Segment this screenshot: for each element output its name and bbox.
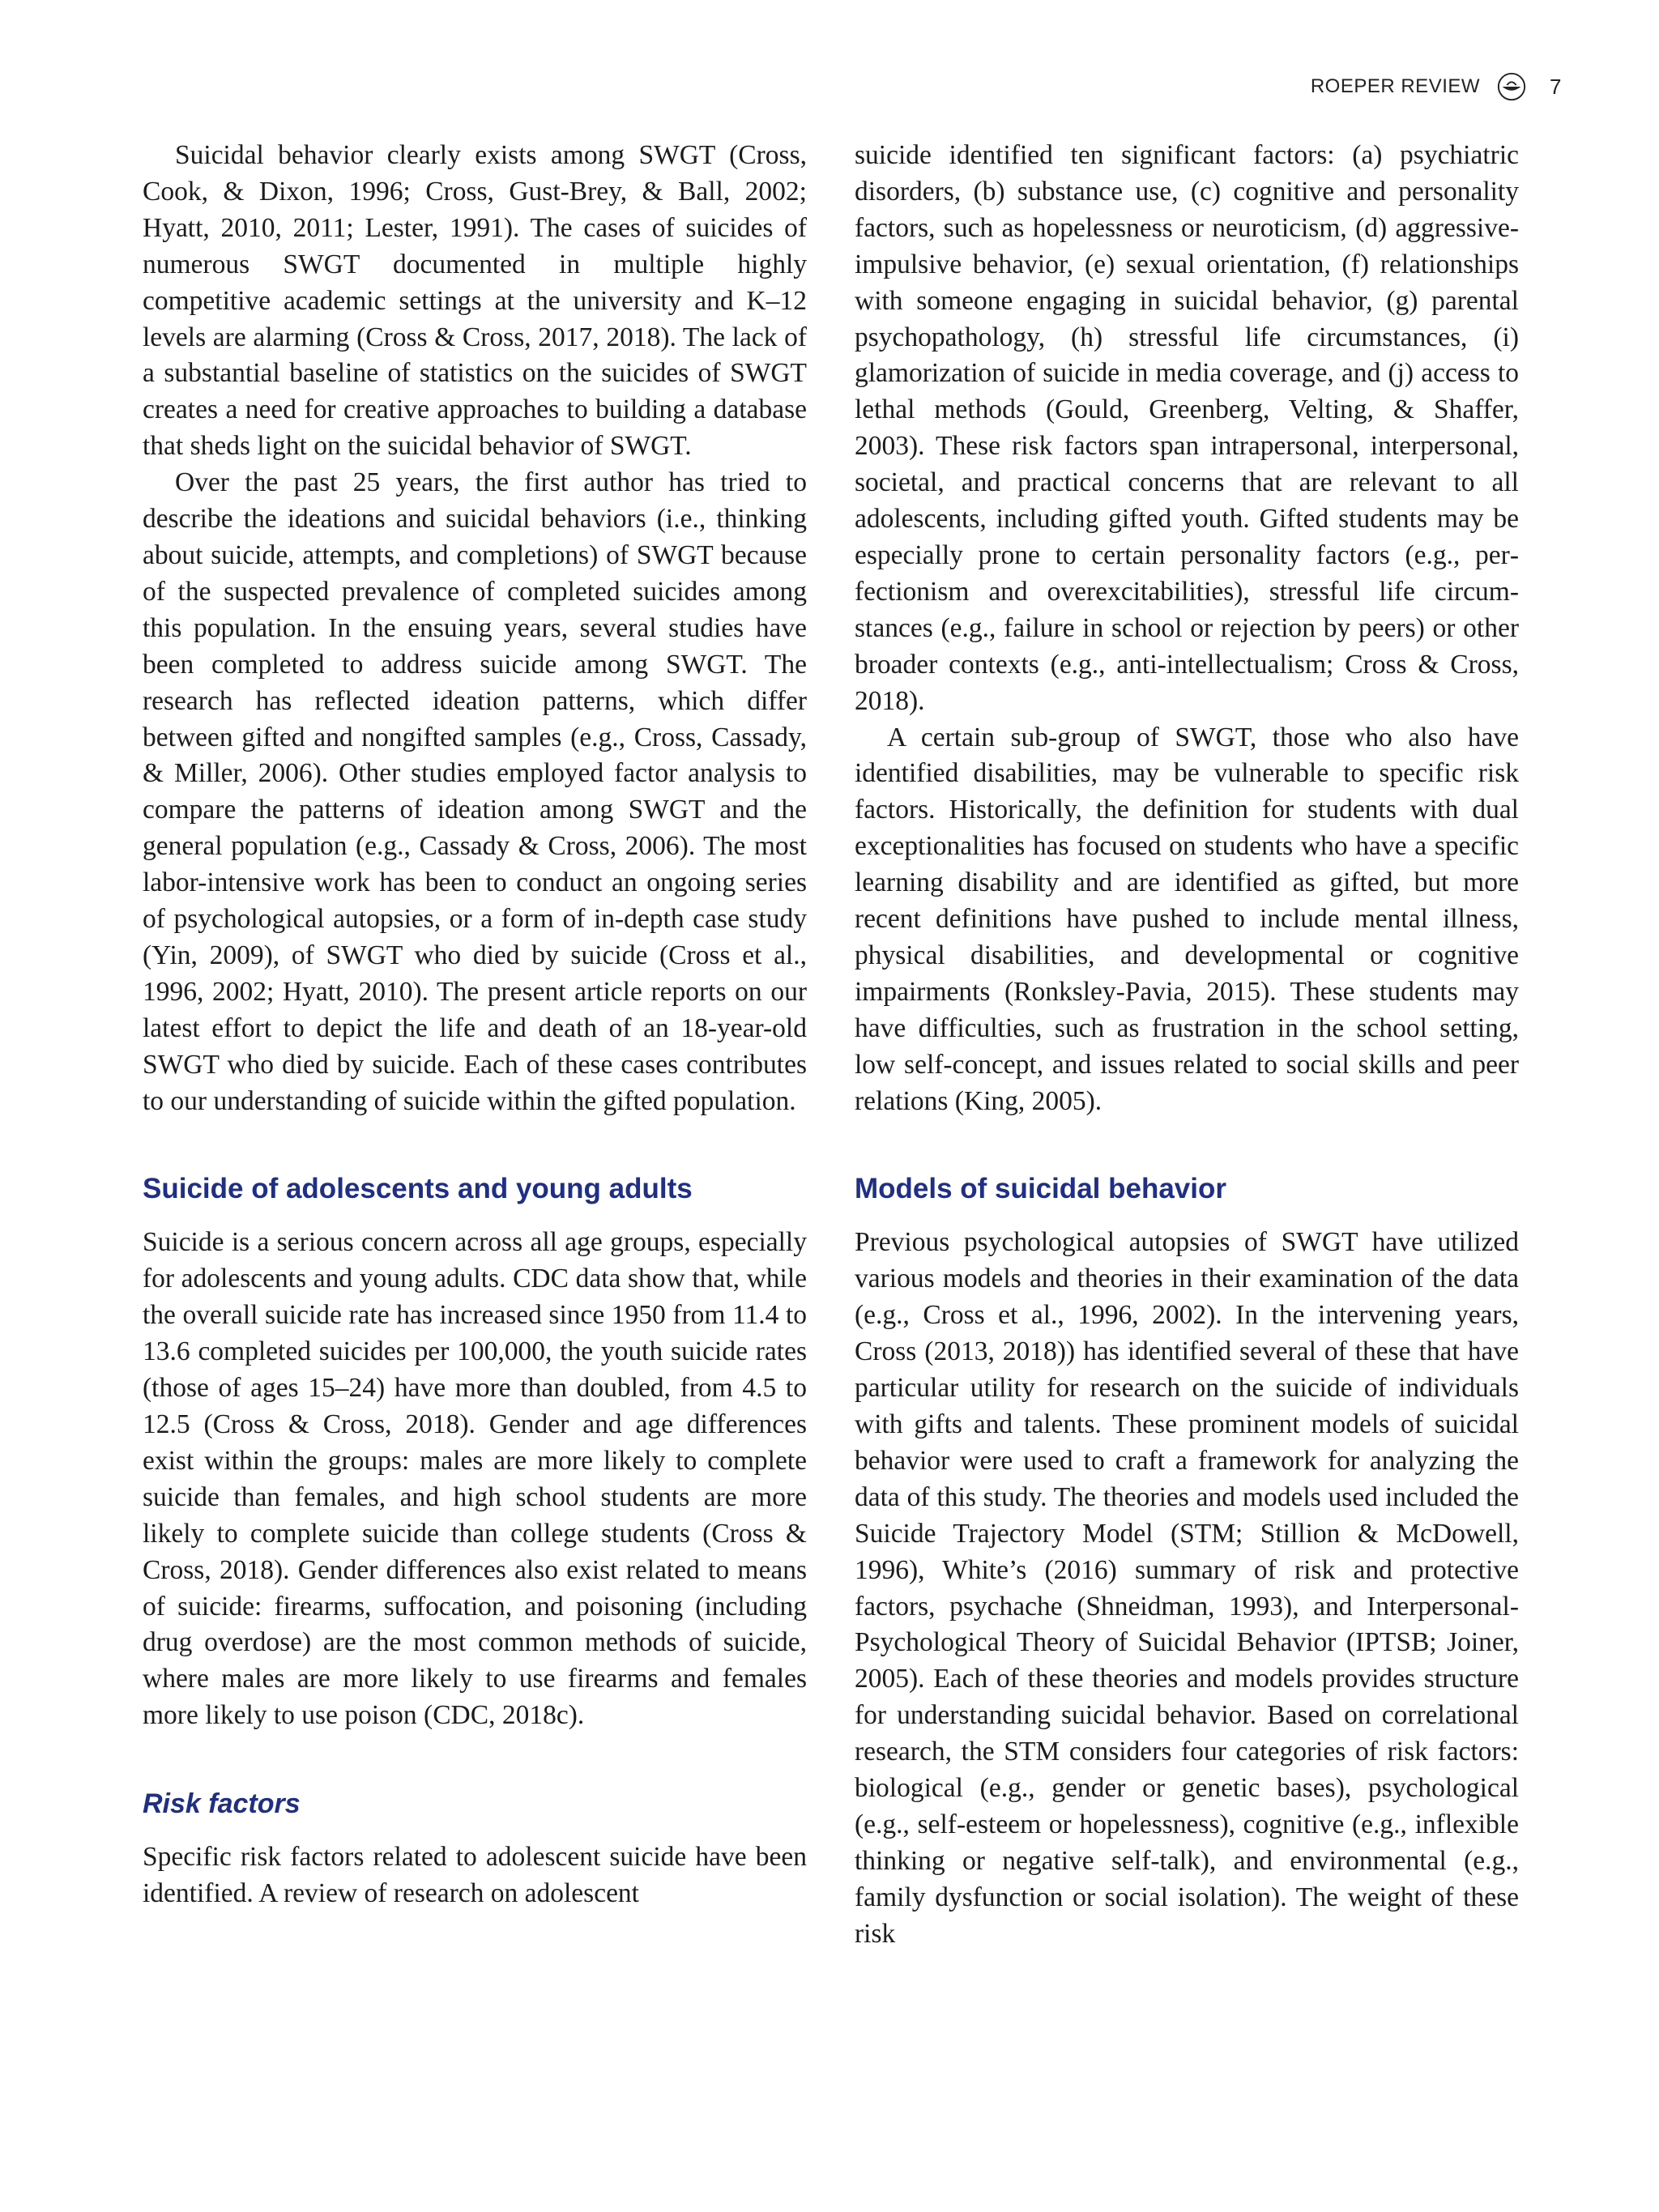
body-paragraph: suicide identified ten significant factors: (a) psychiatric disorders, (b) substance use, (c) cognitive and personality factors, such as hopelessness or neuroticism, (d) aggressive-impulsive behavior, (e) sexual orientation, (f) relationships with someone engaging in suicidal behavior, (g) parental psychopathology, (h) stressful life circumstances, (i) glamorization of suicide in media coverage, and (j) access to lethal methods (Gould, Greenberg, Velting, & Shaffer, 2003). These risk factors span intrapersonal, interpersonal, societal, and practical concerns that are relevant to all adolescents, including gifted youth. Gifted students may be especially prone to certain personality factors (e.g., perfectionism and overexcitabilities), stressful life circumstances (e.g., failure in school or rejection by peers) or other broader contexts (e.g., anti-intellectualism; Cross & Cross, 2018). xyxy=(855,140,1519,716)
right-column xyxy=(855,138,1519,1953)
publisher-logo-icon xyxy=(1496,71,1527,102)
section-heading: Suicide of adolescents and young adults xyxy=(143,1173,693,1205)
left-column xyxy=(143,138,807,1912)
page-number: 7 xyxy=(1550,74,1562,99)
body-paragraph: A certain sub-group of SWGT, those who also have identified disabilities, may be vulnerable to specific risk factors. Historically, the definition for students with dual exceptionalities has focused on students who have a specific learning disability and are identified as gifted, but more recent definitions have pushed to include mental illness, physical disabilities, and developmental or cognitive impairments (Ronksley-Pavia, 2015). These students may have difficulties, such as frustration in the school setting, low self-concept, and issues related to social skills and peer relations (King, 2005). xyxy=(855,722,1519,1116)
body-paragraph: Specific risk factors related to adolescent suicide have been identified. A review of research on adolescent xyxy=(143,1842,807,1909)
body-paragraph: Over the past 25 years, the first author has tried to describe the ideations and suicidal behaviors (i.e., thinking about suicide, attempts, and completions) of SWGT because of the suspected prevalence of completed suicides among this population. In the ensuing years, several studies have been completed to address suicide among SWGT. The research has reflected ideation patterns, which differ between gifted and nongifted samples (e.g., Cross, Cassady, & Miller, 2006). Other studies employed factor analysis to compare the patterns of ideation among SWGT and the general population (e.g., Cassady & Cross, 2006). The most labor-intensive work has been to conduct an ongoing series of psychological autopsies, or a form of in-depth case study (Yin, 2009), of SWGT who died by suicide (Cross et al., 1996, 2002; Hyatt, 2010). The present article reports on our latest effort to depict the life and death of an 18-year-old SWGT who died by suicide. Each of these cases contributes to our understanding of suicide within the gifted population. xyxy=(143,467,807,1116)
body-paragraph: Suicide is a serious concern across all age groups, especially for adolescents and young adults. CDC data show that, while the overall suicide rate has increased since 1950 from 11.4 to 13.6 completed suicides per 100,000, the youth suicide rates (those of ages 15–24) have more than doubled, from 4.5 to 12.5 (Cross & Cross, 2018). Gender and age differences exist within the groups: males are more likely to complete suicide than females, and high school students are more likely to complete suicide than college students (Cross & Cross, 2018). Gender differences also exist related to means of suicide: firearms, suffocation, and poisoning (including drug overdose) are the most common methods of suicide, where males are more likely to use firearms and females more likely to use poison (CDC, 2018c). xyxy=(143,1227,807,1731)
section-heading: Models of suicidal behavior xyxy=(855,1173,1226,1205)
body-paragraph: Suicidal behavior clearly exists among SWGT (Cross, Cook, & Dixon, 1996; Cross, Gust-Brey, & Ball, 2002; Hyatt, 2010, 2011; Lester, 1991). The cases of suicides of numerous SWGT documented in multiple highly competitive academic settings at the university and K–12 levels are alarming (Cross & Cross, 2017, 2018). The lack of a substantial baseline of statistics on the suicides of SWGT creates a need for creative approaches to building a database that sheds light on the suicidal behavior of SWGT. xyxy=(143,140,807,462)
subsection-heading: Risk factors xyxy=(143,1788,301,1820)
running-head xyxy=(1311,71,1562,102)
journal-name: ROEPER REVIEW xyxy=(1310,75,1481,97)
body-paragraph: Previous psychological autopsies of SWGT have utilized various models and theories in their examination of the data (e.g., Cross et al., 1996, 2002). In the intervening years, Cross (2013, 2018)) has identified several of these that have particular utility for research on the suicide of individuals with gifts and talents. These prominent models of suicidal behavior were used to craft a framework for analyzing the data of this study. The theories and models used included the Suicide Trajectory Model (STM; Stillion & McDowell, 1996), White’s (2016) summary of risk and protective factors, psychache (Shneidman, 1993), and Interpersonal-Psychological Theory of Suicidal Behavior (IPTSB; Joiner, 2005). Each of these theories and models provides structure for understanding suicidal behavior. Based on correlational research, the STM considers four categories of risk factors: biological (e.g., gender or genetic bases), psychological (e.g., self-esteem or hopelessness), cognitive (e.g., inflexible thinking or negative self-talk), and environmental (e.g., family dysfunction or social isolation). The weight of these risk xyxy=(855,1227,1519,1949)
